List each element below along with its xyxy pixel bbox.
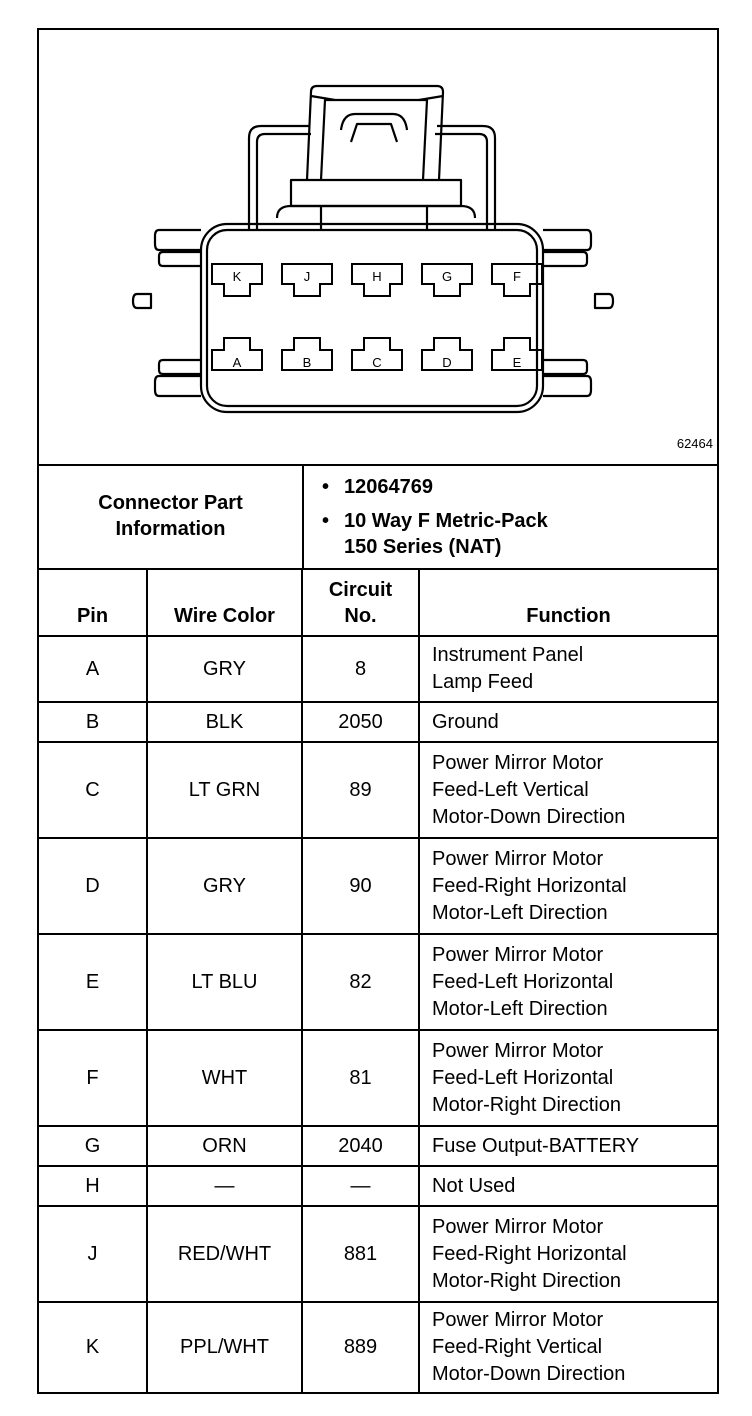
- diagram-id-label: 62464: [676, 436, 713, 451]
- circuit-cell: 8: [302, 636, 419, 702]
- circuit-cell: —: [302, 1166, 419, 1206]
- function-line: Power Mirror Motor: [432, 847, 604, 870]
- function-line: Feed-Right Vertical: [432, 1336, 603, 1358]
- pin-cavity-b: [282, 338, 332, 370]
- pin-cavity-j: [282, 264, 332, 296]
- table-row: [39, 1166, 717, 1206]
- header-circuit-line: Circuit: [328, 579, 393, 601]
- pin-letter: H: [372, 269, 382, 284]
- pin-cavity-e: [492, 338, 542, 370]
- wire-color-cell: GRY: [147, 636, 302, 702]
- function-line: Power Mirror Motor: [432, 1309, 604, 1331]
- function-cell: [419, 838, 717, 934]
- table-row: [39, 1302, 717, 1392]
- pin-cell: A: [39, 636, 147, 702]
- pin-cavity-k: [212, 264, 262, 296]
- pin-cavity-a: [212, 338, 262, 370]
- circuit-cell: 2040: [302, 1126, 419, 1166]
- pin-letter: B: [302, 355, 312, 370]
- pin-cell: K: [39, 1302, 147, 1392]
- pin-cavity-g: [422, 264, 472, 296]
- bullet-icon: •: [322, 476, 330, 498]
- function-cell: [419, 1126, 717, 1166]
- header-function: Function: [419, 568, 717, 636]
- table-row: [39, 1126, 717, 1166]
- function-line: Fuse Output-BATTERY: [432, 1134, 640, 1157]
- table-row: [39, 742, 717, 838]
- pin-cell: C: [39, 742, 147, 838]
- pin-cell: E: [39, 934, 147, 1030]
- wire-color-cell: ORN: [147, 1126, 302, 1166]
- function-line: Power Mirror Motor: [432, 1215, 604, 1238]
- function-line: Motor-Down Direction: [432, 805, 626, 828]
- pin-cell: J: [39, 1206, 147, 1302]
- connector-info-label-line: Information: [115, 518, 226, 540]
- pin-cell: D: [39, 838, 147, 934]
- connector-type-line: 150 Series (NAT): [344, 536, 502, 558]
- wire-color-cell: LT GRN: [147, 742, 302, 838]
- pin-cell: F: [39, 1030, 147, 1126]
- function-line: Lamp Feed: [432, 671, 534, 693]
- function-cell: [419, 1206, 717, 1302]
- function-line: Power Mirror Motor: [432, 751, 604, 774]
- header-circuit-line: No.: [344, 605, 377, 627]
- function-line: Not Used: [432, 1174, 516, 1197]
- pin-cell: H: [39, 1166, 147, 1206]
- function-line: Feed-Left Horizontal: [432, 970, 614, 993]
- pin-cavity-h: [352, 264, 402, 296]
- table-header-row: [39, 568, 717, 636]
- wire-color-cell: —: [147, 1166, 302, 1206]
- function-cell: [419, 702, 717, 742]
- circuit-cell: 89: [302, 742, 419, 838]
- connector-diagram: [39, 30, 717, 466]
- function-line: Feed-Left Vertical: [432, 778, 589, 801]
- connector-part-information: [39, 464, 717, 570]
- part-number-item: [322, 474, 433, 500]
- pin-cavity-c: [352, 338, 402, 370]
- pin-letter: J: [303, 269, 311, 284]
- pin-letter: K: [232, 269, 242, 284]
- function-cell: [419, 1030, 717, 1126]
- function-line: Motor-Left Direction: [432, 901, 608, 924]
- table-row: [39, 1030, 717, 1126]
- connector-sheet: [37, 28, 719, 1394]
- function-line: Power Mirror Motor: [432, 1039, 604, 1062]
- header-circuit: [302, 568, 419, 636]
- function-line: Motor-Down Direction: [432, 1363, 626, 1385]
- table-row: [39, 934, 717, 1030]
- pin-cell: G: [39, 1126, 147, 1166]
- connector-info-label-line: Connector Part: [98, 492, 243, 514]
- function-line: Instrument Panel: [432, 644, 584, 666]
- circuit-cell: 2050: [302, 702, 419, 742]
- function-line: Motor-Right Direction: [432, 1269, 621, 1292]
- function-cell: [419, 1302, 717, 1392]
- connector-type-item: [322, 508, 548, 560]
- pin-letter: F: [513, 269, 521, 284]
- function-line: Ground: [432, 710, 499, 733]
- header-wire-color: Wire Color: [147, 568, 302, 636]
- function-line: Motor-Left Direction: [432, 997, 608, 1020]
- pin-cavity-f: [492, 264, 542, 296]
- pin-cavity-d: [422, 338, 472, 370]
- function-cell: [419, 1166, 717, 1206]
- circuit-cell: 82: [302, 934, 419, 1030]
- pinout-table-body: [39, 636, 717, 1392]
- circuit-cell: 90: [302, 838, 419, 934]
- pin-table-area: [39, 568, 717, 1392]
- pin-letter: C: [372, 355, 382, 370]
- part-number: 12064769: [344, 476, 433, 498]
- connector-info-label: [39, 464, 304, 568]
- table-row: [39, 636, 717, 702]
- function-cell: [419, 636, 717, 702]
- function-cell: [419, 934, 717, 1030]
- circuit-cell: 81: [302, 1030, 419, 1126]
- function-line: Motor-Right Direction: [432, 1093, 621, 1116]
- pin-letter: D: [442, 355, 452, 370]
- circuit-cell: 881: [302, 1206, 419, 1302]
- wire-color-cell: WHT: [147, 1030, 302, 1126]
- wire-color-cell: BLK: [147, 702, 302, 742]
- header-pin: Pin: [39, 568, 147, 636]
- function-line: Feed-Right Horizontal: [432, 1242, 627, 1265]
- pin-cell: B: [39, 702, 147, 742]
- pin-cavities: [212, 264, 542, 370]
- table-row: [39, 838, 717, 934]
- table-row: [39, 702, 717, 742]
- connector-type-line: 10 Way F Metric-Pack: [344, 510, 548, 532]
- function-cell: [419, 742, 717, 838]
- pinout-table: [39, 568, 717, 1392]
- bullet-icon: •: [322, 510, 330, 532]
- function-line: Power Mirror Motor: [432, 943, 604, 966]
- wire-color-cell: PPL/WHT: [147, 1302, 302, 1392]
- pin-letter: A: [232, 355, 242, 370]
- table-row: [39, 1206, 717, 1302]
- wire-color-cell: LT BLU: [147, 934, 302, 1030]
- function-line: Feed-Right Horizontal: [432, 874, 627, 897]
- wire-color-cell: RED/WHT: [147, 1206, 302, 1302]
- circuit-cell: 889: [302, 1302, 419, 1392]
- connector-face-drawing: [39, 30, 717, 464]
- connector-info-list: [304, 464, 717, 568]
- function-line: Feed-Left Horizontal: [432, 1066, 614, 1089]
- wire-color-cell: GRY: [147, 838, 302, 934]
- pin-letter: E: [512, 355, 522, 370]
- pin-letter: G: [441, 269, 453, 284]
